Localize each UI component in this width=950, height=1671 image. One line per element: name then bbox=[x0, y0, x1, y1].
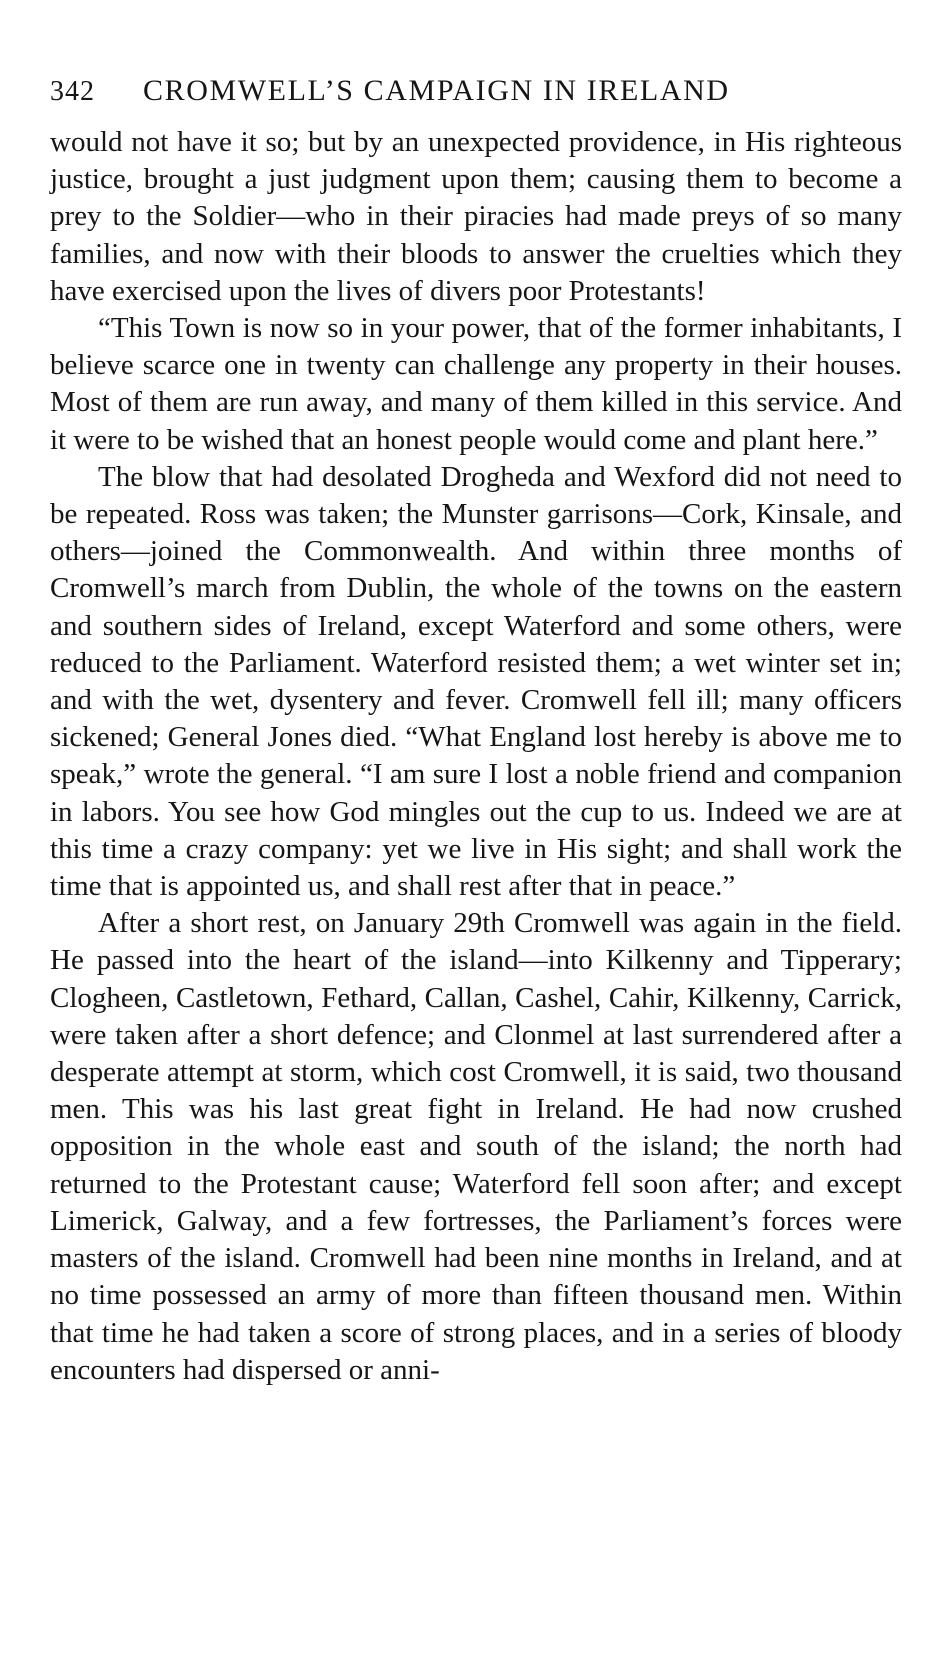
running-title: CROMWELL’S CAMPAIGN IN IRELAND bbox=[143, 74, 730, 107]
running-head bbox=[50, 74, 902, 118]
page-number: 342 bbox=[50, 76, 95, 107]
paragraph-quotation: “This Town is now so in your power, that of the former inhabitants, I believe scarce one in twenty can challenge any property in their houses. Most of them are run away, and many of them killed in this service. And it were to be wished that an honest people would come and plant here.” bbox=[50, 312, 902, 456]
paragraph-kilkenny-tipperary: After a short rest, on January 29th Cromwell was again in the field. He passed into the heart of the island—into Kilkenny and Tipperary; Clogheen, Castletown, Fethard, Callan, Cashel, Cahir, Kilkenny, Carrick, were taken after a short defence; and Clonmel at last surrendered after a desperate attempt at storm, which cost Cromwell, it is said, two thousand men. This was his last great fight in Ireland. He had now crushed opposition in the whole east and south of the island; the north had returned to the Protestant cause; Waterford fell soon after; and except Limerick, Galway, and a few fortresses, the Parliament’s forces were masters of the island. Cromwell had been nine months in Ireland, and at no time possessed an army of more than fifteen thousand men. Within that time he had taken a score of strong places, and in a series of bloody encounters had dispersed or anni- bbox=[50, 907, 902, 1386]
body-text bbox=[50, 124, 902, 1389]
paragraph-munster-campaign: The blow that had desolated Drogheda and Wexford did not need to be repeated. Ross was taken; the Munster garrisons—Cork, Kinsale, and others—joined the Commonwealth. And within three months of Cromwell’s march from Dublin, the whole of the towns on the eastern and southern sides of Ireland, except Waterford and some others, were reduced to the Parliament. Waterford resisted them; a wet winter set in; and with the wet, dysentery and fever. Cromwell fell ill; many officers sickened; General Jones died. “What England lost hereby is above me to speak,” wrote the general. “I am sure I lost a noble friend and companion in labors. You see how God mingles out the cup to us. Indeed we are at this time a crazy company: yet we live in His sight; and shall work the time that is appointed us, and shall rest after that in peace.” bbox=[50, 460, 902, 903]
paragraph-continuation: would not have it so; but by an unexpected providence, in His righteous justice, brought a just judgment upon them; causing them to become a prey to the Soldier—who in their piracies had made preys of so many families, and now with their bloods to answer the cruelties which they have exercised upon the lives of divers poor Protestants! bbox=[50, 126, 902, 307]
book-page bbox=[50, 74, 902, 1389]
